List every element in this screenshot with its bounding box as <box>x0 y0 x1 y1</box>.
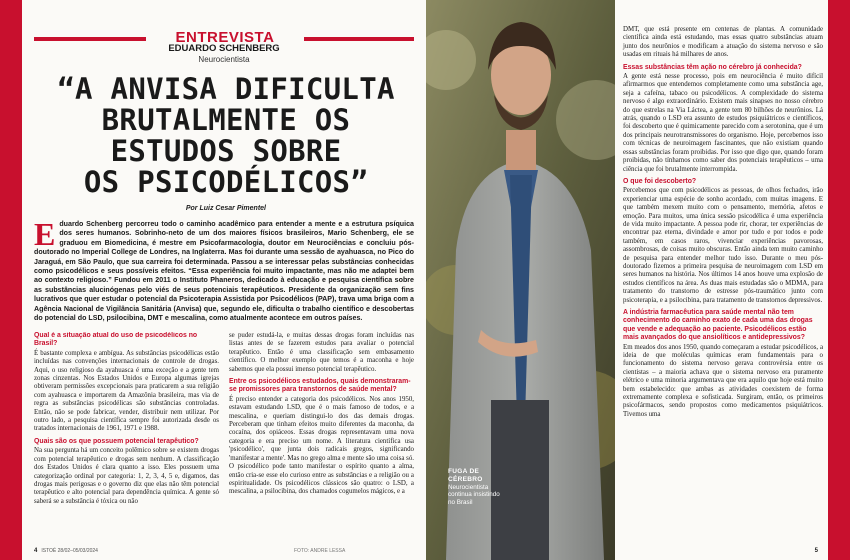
caption-title-line: FUGA DE <box>448 468 480 475</box>
intro-text: duardo Schenberg percorreu todo o caminho acadêmico para entender a mente e a estrutura psíquica dos seres humanos. Sobrinho-neto de um dos maiores físicos brasileiros, Mario Schenberg, ele se graduou em Biomedicina, é mestre em Psicofarmacologia, doutor em Neurociências e concluiu pós-doutorado no Imperial College de Londres, na Inglaterra. Mas foi durante uma sessão de ayahuasca, no Pico do Jaraguá, em São Paulo, que sua carreira foi determinada. Passou a se interessar pelas substâncias conhecidas como psicodélicos e seus possíveis efeitos. “Essa experiência foi muito impactante, mas não me adaptei bem ao contexto religioso.” Fundou em 2011 o Instituto Phaneros, dedicado à educação e pesquisa científica sobre as substâncias alucinógenas pelo viés de seus potenciais terapêuticos. Presidente da organização sem fins lucrativos que quer estudar o potencial da Psicoterapia Assistida por Psicodélicos (PAP), trava uma briga com a Agência Nacional de Vigilância Sanitária (Anvisa) que, segundo ele, dificulta o trabalho científico e descobertas do potencial do LSD, psilocibina, DMT e mescalina, como atualmente acontece em outros países. <box>34 220 414 323</box>
interview-question: Entre os psicodélicos estudados, quais demonstraram-se promissores para transtornos de saúde mental? <box>229 378 411 394</box>
headline-line: OS PSICODÉLICOS” <box>83 165 369 199</box>
interview-answer: É bastante complexa e ambígua. As substâncias psicodélicas estão incluídas nas convenções internacionais de controle de drogas. Aqui, o uso religioso da ayahuasca é uma exceção e a gente tem zonas cinzentas. Nos Estados Unidos e Europa algumas igrejas obtiveram permissões excepcionais para praticarem a sua religião com ayahuasca e importarem da Amazônia brasileira, mas via de regra as substâncias psicodélicas são substâncias controladas. Então, não se pode fabricar, vender, distribuir nem utilizar. Por outro lado, a pesquisa científica sempre foi autorizada desde os tratados internacionais de 1961, 1971 e 1988. <box>34 349 219 433</box>
interview-question: Quais são os que possuem potencial terapêutico? <box>34 437 199 445</box>
rubric-rule-left <box>34 37 146 41</box>
rubric-rule-right <box>304 37 414 41</box>
interview-question: O que foi descoberto? <box>623 177 697 185</box>
interviewee-role: Neurocientista <box>198 55 250 64</box>
interview-answer: Na sua pergunta há um conceito polêmico sobre se existem drogas com potencial terapêutico e drogas sem nenhum. A classificação dos Estados Unidos é clara quanto a isso. Eles possuem uma categorização ordinal por categoria: 1, 2, 3, 4, 5 e, digamos, das drogas mais perigosas e o governo diz que elas não têm potencial terapêutico e alto potencial para dependência química. A gente só saberá se a substância é tóxica ou não <box>34 447 219 505</box>
right-page-column <box>623 26 823 423</box>
interview-answer: DMT, que está presente em centenas de plantas. A comunidade científica ainda está estudando, mas essas quatro substâncias atuam junto dos neurônios e modificam a atuação do sistema nervoso e são usadas em rituais há milhares de anos. <box>623 26 823 59</box>
intro-paragraph <box>34 216 414 323</box>
interview-answer: É preciso entender a categoria dos psicodélicos. Nos anos 1950, estavam estudando LSD, que é o mais famoso de todos, e a mescalina, e queriam distingui-lo dos das demais drogas. Perceberam que tinham efeitos muito diferentes da maconha, da cocaína, dos opiáceos. Essas drogas representavam uma nova categoria e era preciso um nome. A literatura científica usa 'psicodélico', que junta dois radicais gregos, significando 'manifestar a mente'. Mas no grego alma e mente são uma coisa só. O psicodélico pode tanto manifestar o espírito quanto a alma, então cria-se esse elo curioso entre as substâncias e a religião ou a espiritualidade. Os psicodélicos clássicos são quatro: o LSD, a mescalina, a psilocibina, dos chamados cogumelos mágicos, e a <box>229 395 414 496</box>
left-page <box>22 0 426 560</box>
rubric-label: ENTREVISTA <box>175 29 275 46</box>
photo-credit: FOTO: ANDRE LESSA <box>294 548 346 554</box>
page-number-left: 4 <box>34 548 38 554</box>
body-columns <box>34 332 414 542</box>
headline-line: BRUTALMENTE OS <box>101 103 351 137</box>
interview-question: Qual é a situação atual do uso de psicodélicos no Brasil? <box>34 332 198 348</box>
folio-left <box>34 548 98 554</box>
interview-answer: se puder estudá-la, e muitas dessas drogas foram incluídas nas listas antes de se fazerem estudos para avaliar o potencial terapêutico. Então é uma classificação sem embasamento científico. O melhor exemplo que temos é a maconha e hoje sabemos que ela possui imenso potencial terapêutico. <box>229 332 414 373</box>
red-page-edge-left <box>0 0 22 560</box>
drop-cap: E <box>34 216 56 252</box>
publication-date: ISTOÉ 28/02–05/03/2024 <box>41 548 98 554</box>
headline-line: “A ANVISA DIFICULTA <box>57 72 395 106</box>
headline <box>36 74 416 198</box>
caption-text: Neurocientista continua insistindo no Brasil <box>448 484 500 506</box>
body-column-1 <box>34 332 219 542</box>
headline-line: ESTUDOS SOBRE <box>110 134 342 168</box>
right-page <box>615 0 828 560</box>
interview-answer: Percebemos que com psicodélicos as pessoas, de olhos fechados, irão experienciar uma espécie de sonho acordado, com muitas imagens. E que também mexem muito com o pensamento, memória, afetos e emoção. Para muitos, uma única sessão psicodélica é uma experiência de vida muito impactante. A pessoa pode rir, chorar, ter experiências de encontrar paz eterna, divindade e amor por tudo e por todos e pode também, em casos raros, vivenciar experiências pavorosas, assombrosas, de coisas muito obscuras. Então ainda tem muito caminho de pesquisa para entender melhor tudo isso. Durante o meu pós-doutorado fizemos a primeira pesquisa de neuroimagem com LSD em seres humanos na história. Nos últimos 14 anos houve uma explosão de estudos científicos na área. As duas mais estudadas são o MDMA, para tratamento do transtorno de estresse pós-traumático junto com psicoterapia, e a psilocibina, para tratamento de transtornos depressivos. <box>623 187 823 304</box>
interview-question: A indústria farmacêutica para saúde mental não tem conhecimento do caminho exato de cada uma das drogas que vende e adequação ao paciente. Psicodélicos estão mais avançados do que ansiolíticos e antidepressivos? <box>623 309 813 342</box>
byline: Por Luiz Cesar Pimentel <box>185 205 266 212</box>
interview-answer: A gente está nesse processo, pois em neurociência é muito difícil afirmarmos que entendemos completamente como uma substância age, seja a cafeína, tabaco ou psicodélicos. A complexidade do sistema nervoso é algo extraordinário. Existem mais sinapses no nosso cérebro do que estrelas na Via Láctea, a gente tem 80 bilhões de neurônios. Lá atrás, quando o LSD era assunto de estudos psiquiátricos e científicos, foi descoberto que é quimicamente parecido com a serotonina, que é um dos principais neurotransmissores do organismo. Hoje, percebemos isso com técnicas de neuroimagem fascinantes, que não existiam quando essas substâncias foram proibidas. Por isso que digo que, quando foram proibidas, não tínhamos como saber dos potenciais terapêuticos – uma ciência que foi brutalmente interrompida. <box>623 73 823 173</box>
interview-question: Essas substâncias têm ação no cérebro já conhecida? <box>623 63 802 71</box>
page-number-right: 5 <box>814 548 818 554</box>
red-page-edge-right <box>828 0 850 560</box>
body-column-2 <box>229 332 414 542</box>
photo-caption <box>448 468 508 506</box>
interview-answer: Em meados dos anos 1950, quando começaram a estudar psicodélicos, a ideia de que moléculas químicas eram fundamentais para o funcionamento do sistema nervoso gerava controvérsia entre os cientistas – a maioria achava que o sistema nervoso era puramente elétrico e uma minoria argumentava que era aquilo que hoje está muito bem estabelecido: que ambas as atividades coexistem de forma extremamente complexa e sofisticada. Surgiram, então, os primeiros psicofármacos, sendo propostos como medicamentos psiquiátricos. Tivemos uma <box>623 343 823 418</box>
caption-title-line: CÉREBRO <box>448 475 483 483</box>
interviewee-name: EDUARDO SCHENBERG <box>168 43 280 54</box>
